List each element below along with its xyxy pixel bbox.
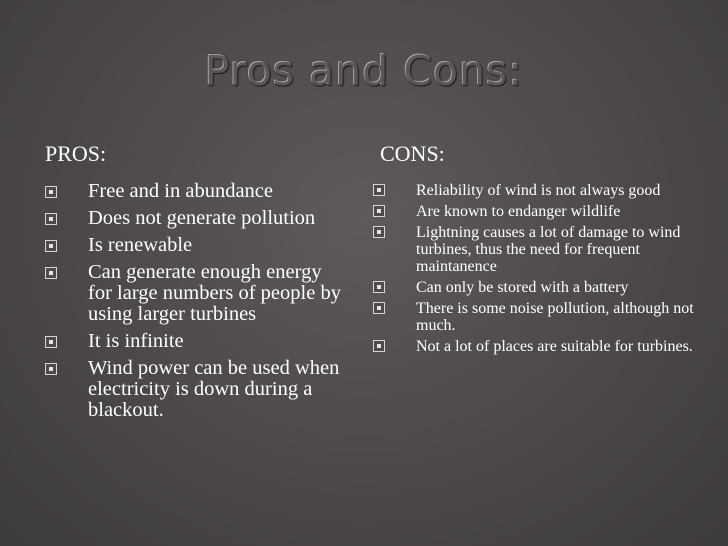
list-item (45, 331, 345, 352)
list-item (373, 203, 705, 220)
pros-item-text: Does not generate pollution (88, 207, 316, 229)
cons-item-text: Reliability of wind is not always good (416, 182, 661, 199)
cons-heading: CONS: (380, 141, 445, 166)
cons-column (380, 141, 705, 359)
pros-item-text: Wind power can be used when electricity is down during a blackout. (88, 357, 340, 421)
list-item (373, 338, 705, 355)
square-bullet-icon (373, 226, 385, 238)
square-bullet-icon (373, 302, 385, 314)
square-bullet-icon (45, 213, 57, 225)
pros-item-text: Is renewable (88, 234, 193, 256)
cons-item-text: Lightning causes a lot of damage to wind turbines, thus the need for frequent maintanence (416, 224, 681, 275)
square-bullet-icon (45, 186, 57, 198)
square-bullet-icon (45, 240, 57, 252)
square-bullet-icon (373, 205, 385, 217)
cons-item-text: Are known to endanger wildlife (416, 203, 621, 220)
cons-item-text: There is some noise pollution, although not much. (416, 300, 694, 334)
pros-item-text: Free and in abundance (88, 180, 273, 202)
pros-item-text: It is infinite (88, 330, 184, 352)
square-bullet-icon (373, 281, 385, 293)
pros-heading: PROS: (45, 141, 107, 166)
slide-title: Pros and Cons: (204, 47, 524, 95)
pros-list (45, 181, 345, 421)
list-item (373, 182, 705, 199)
cons-list (373, 182, 705, 355)
pros-column (45, 141, 345, 427)
list-item (45, 262, 345, 325)
square-bullet-icon (45, 267, 57, 279)
list-item (45, 181, 345, 202)
square-bullet-icon (45, 363, 57, 375)
cons-item-text: Can only be stored with a battery (416, 279, 629, 296)
pros-item-text: Can generate enough energy for large numbers of people by using larger turbines (88, 261, 341, 325)
list-item (373, 224, 705, 275)
list-item (45, 235, 345, 256)
square-bullet-icon (373, 184, 385, 196)
list-item (373, 300, 705, 334)
list-item (45, 358, 345, 421)
cons-item-text: Not a lot of places are suitable for turbines. (416, 338, 693, 355)
list-item (45, 208, 345, 229)
square-bullet-icon (45, 336, 57, 348)
list-item (373, 279, 705, 296)
square-bullet-icon (373, 340, 385, 352)
